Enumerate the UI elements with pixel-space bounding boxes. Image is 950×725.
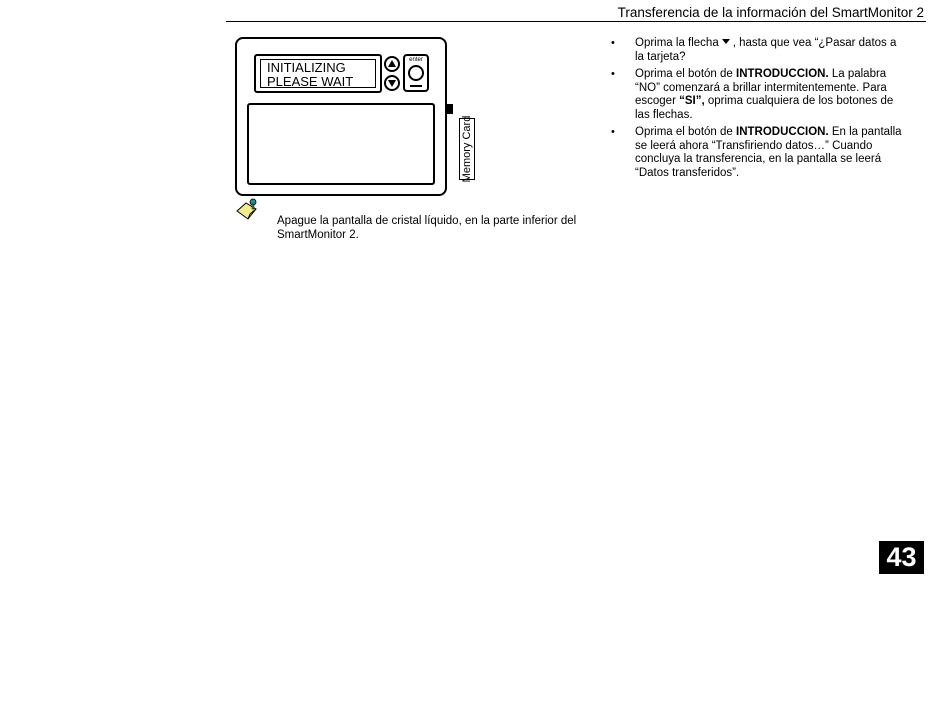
lower-lcd-window: [247, 103, 435, 185]
memory-card: [459, 115, 475, 183]
memory-card-label: Memory Card: [461, 115, 473, 183]
step-2-bold2: “SI”,: [679, 95, 705, 107]
lcd-display: [254, 54, 382, 93]
down-arrow-icon: [387, 78, 397, 88]
instruction-step-3: [608, 126, 908, 180]
enter-bar: [410, 85, 422, 87]
step-3-pre: Oprima el botón de: [635, 126, 737, 138]
smartmonitor-device: [235, 37, 447, 196]
note-icon: [234, 197, 260, 223]
bullet-icon: •: [611, 37, 615, 49]
step-1-post: , hasta que vea “¿Pasar datos a la tarjeta?: [635, 37, 897, 63]
page-number: 43: [879, 541, 924, 574]
down-arrow-button: [384, 75, 400, 91]
lcd-line-1: INITIALIZING: [267, 60, 346, 75]
header-rule: [226, 21, 926, 22]
enter-label: enter: [409, 57, 423, 63]
lcd-line-2: PLEASE WAIT: [267, 74, 354, 89]
step-2-post: oprima cualquiera de los botones de las flechas.: [635, 95, 894, 121]
down-triangle-icon: [722, 39, 730, 44]
lcd-inner: [260, 59, 376, 88]
enter-button: [403, 54, 429, 92]
instruction-step-1: [608, 37, 908, 64]
step-1-pre: Oprima la flecha: [635, 37, 719, 49]
note-text: Apague la pantalla de cristal líquido, en la parte inferior del SmartMonitor 2.: [277, 215, 577, 241]
enter-knob: [408, 65, 424, 81]
bullet-icon: •: [611, 68, 615, 80]
header-title: Transferencia de la información del SmartMonitor 2: [617, 5, 924, 20]
step-2-mid: La palabra “NO” comenzará a brillar intermitentemente. Para escoger: [635, 68, 887, 107]
bullet-icon: •: [611, 126, 615, 138]
step-2-bold: INTRODUCCION.: [736, 68, 829, 80]
up-arrow-icon: [387, 59, 397, 69]
step-3-post: En la pantalla se leerá ahora “Transfiriendo datos…” Cuando concluya la transferencia, en la pantalla se leerá “Datos transferidos”.: [635, 126, 902, 179]
instruction-list: [608, 37, 908, 184]
up-arrow-button: [384, 56, 400, 72]
step-3-bold: INTRODUCCION.: [736, 126, 829, 138]
step-2-pre: Oprima el botón de: [635, 68, 737, 80]
instruction-step-2: [608, 68, 908, 122]
card-slot-tab: [447, 104, 453, 114]
